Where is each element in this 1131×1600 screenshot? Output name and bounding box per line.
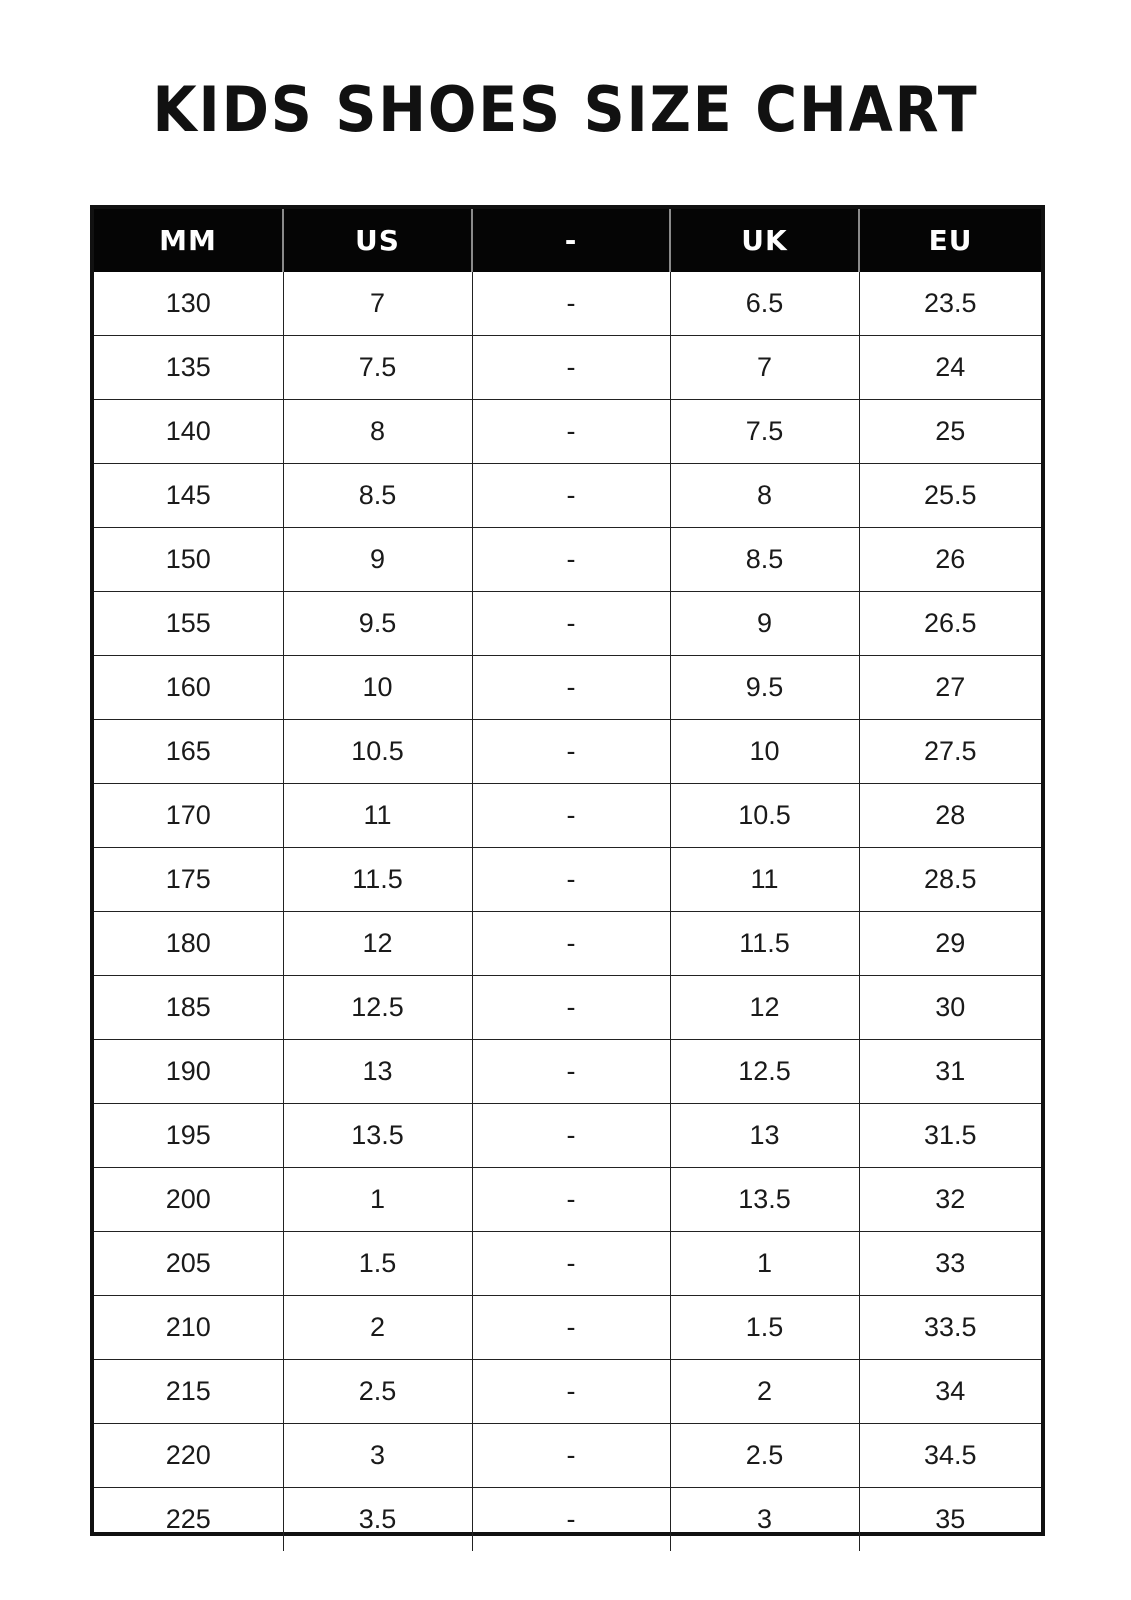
table-row bbox=[94, 848, 1041, 912]
uk-cell: 7 bbox=[670, 336, 859, 400]
eu-cell: 31.5 bbox=[859, 1104, 1041, 1168]
eu-cell: 25 bbox=[859, 400, 1041, 464]
uk-cell: 12.5 bbox=[670, 1040, 859, 1104]
uk-cell: 8 bbox=[670, 464, 859, 528]
us-cell: 13.5 bbox=[283, 1104, 472, 1168]
dash-cell: - bbox=[472, 656, 670, 720]
table-row bbox=[94, 464, 1041, 528]
us-cell: 3 bbox=[283, 1424, 472, 1488]
us-cell: 12 bbox=[283, 912, 472, 976]
uk-cell: 11.5 bbox=[670, 912, 859, 976]
table-row bbox=[94, 1360, 1041, 1424]
mm-cell: 205 bbox=[94, 1232, 283, 1296]
table-row bbox=[94, 784, 1041, 848]
eu-cell: 25.5 bbox=[859, 464, 1041, 528]
us-cell: 2.5 bbox=[283, 1360, 472, 1424]
eu-cell: 27.5 bbox=[859, 720, 1041, 784]
dash-cell: - bbox=[472, 1296, 670, 1360]
mm-cell: 215 bbox=[94, 1360, 283, 1424]
eu-cell: 29 bbox=[859, 912, 1041, 976]
us-cell: 11.5 bbox=[283, 848, 472, 912]
dash-cell: - bbox=[472, 1488, 670, 1552]
mm-cell: 220 bbox=[94, 1424, 283, 1488]
us-cell: 12.5 bbox=[283, 976, 472, 1040]
mm-cell: 130 bbox=[165, 288, 211, 318]
table-row bbox=[94, 592, 1041, 656]
uk-cell: 9 bbox=[670, 592, 859, 656]
table-row bbox=[94, 1488, 1041, 1552]
mm-cell: 175 bbox=[94, 848, 283, 912]
mm-cell: 210 bbox=[94, 1296, 283, 1360]
column-header-mm: MM bbox=[94, 209, 283, 272]
table-row bbox=[94, 336, 1041, 400]
uk-cell: 6.5 bbox=[670, 272, 859, 336]
mm-cell: 190 bbox=[94, 1040, 283, 1104]
size-chart-table-container bbox=[90, 205, 1045, 1536]
dash-cell: - bbox=[472, 464, 670, 528]
table-row bbox=[94, 1232, 1041, 1296]
eu-cell: 23.5 bbox=[859, 272, 1041, 336]
us-cell: 1.5 bbox=[283, 1232, 472, 1296]
us-cell: 7.5 bbox=[283, 336, 472, 400]
table-row bbox=[94, 1296, 1041, 1360]
eu-cell: 32 bbox=[859, 1168, 1041, 1232]
column-header-eu: EU bbox=[859, 209, 1041, 272]
us-cell: 3.5 bbox=[283, 1488, 472, 1552]
uk-cell: 7.5 bbox=[670, 400, 859, 464]
dash-cell: - bbox=[472, 976, 670, 1040]
column-header-uk: UK bbox=[670, 209, 859, 272]
eu-cell: 26.5 bbox=[859, 592, 1041, 656]
dash-cell: - bbox=[472, 1168, 670, 1232]
dash-cell: - bbox=[472, 912, 670, 976]
size-chart-table bbox=[94, 209, 1041, 1551]
uk-cell: 9.5 bbox=[670, 656, 859, 720]
dash-cell: - bbox=[472, 592, 670, 656]
us-cell: 9.5 bbox=[283, 592, 472, 656]
eu-cell: 27 bbox=[859, 656, 1041, 720]
dash-cell: - bbox=[472, 848, 670, 912]
uk-cell: 11 bbox=[670, 848, 859, 912]
uk-cell: 10 bbox=[670, 720, 859, 784]
eu-cell: 34.5 bbox=[859, 1424, 1041, 1488]
eu-cell: 33 bbox=[859, 1232, 1041, 1296]
table-row bbox=[94, 720, 1041, 784]
eu-cell: 33.5 bbox=[859, 1296, 1041, 1360]
eu-cell: 26 bbox=[859, 528, 1041, 592]
dash-cell: - bbox=[472, 1424, 670, 1488]
column-header-dash: - bbox=[472, 209, 670, 272]
table-row bbox=[94, 656, 1041, 720]
mm-cell: 140 bbox=[94, 400, 283, 464]
us-cell: 8.5 bbox=[283, 464, 472, 528]
mm-cell: 170 bbox=[94, 784, 283, 848]
eu-cell: 31 bbox=[859, 1040, 1041, 1104]
us-cell: 9 bbox=[283, 528, 472, 592]
table-header bbox=[94, 209, 1041, 272]
us-cell: 8 bbox=[283, 400, 472, 464]
dash-cell: - bbox=[472, 1360, 670, 1424]
dash-cell: - bbox=[472, 784, 670, 848]
us-cell: 7 bbox=[283, 272, 472, 336]
mm-cell: 180 bbox=[94, 912, 283, 976]
eu-cell: 34 bbox=[859, 1360, 1041, 1424]
uk-cell: 2.5 bbox=[670, 1424, 859, 1488]
uk-cell: 3 bbox=[670, 1488, 859, 1552]
dash-cell: - bbox=[472, 1232, 670, 1296]
mm-cell: 225 bbox=[94, 1488, 283, 1552]
dash-cell: - bbox=[472, 400, 670, 464]
mm-cell: 165 bbox=[94, 720, 283, 784]
eu-cell: 28.5 bbox=[859, 848, 1041, 912]
uk-cell: 13.5 bbox=[670, 1168, 859, 1232]
us-cell: 13 bbox=[283, 1040, 472, 1104]
table-row bbox=[94, 1424, 1041, 1488]
eu-cell: 24 bbox=[859, 336, 1041, 400]
table-row bbox=[94, 272, 1041, 336]
column-header-us: US bbox=[283, 209, 472, 272]
eu-cell: 35 bbox=[859, 1488, 1041, 1552]
table-row bbox=[94, 912, 1041, 976]
eu-cell: 30 bbox=[859, 976, 1041, 1040]
header-row bbox=[94, 209, 1041, 272]
table-row bbox=[94, 976, 1041, 1040]
uk-cell: 12 bbox=[670, 976, 859, 1040]
mm-cell: 150 bbox=[94, 528, 283, 592]
uk-cell: 1.5 bbox=[670, 1296, 859, 1360]
us-cell: 1 bbox=[283, 1168, 472, 1232]
mm-cell: 145 bbox=[94, 464, 283, 528]
table-row bbox=[94, 400, 1041, 464]
uk-cell: 1 bbox=[670, 1232, 859, 1296]
uk-cell: 13 bbox=[670, 1104, 859, 1168]
us-cell: 10.5 bbox=[283, 720, 472, 784]
uk-cell: 10.5 bbox=[670, 784, 859, 848]
page-title: KIDS SHOES SIZE CHART bbox=[152, 73, 979, 146]
table-row bbox=[94, 1104, 1041, 1168]
us-cell: 10 bbox=[283, 656, 472, 720]
table-row bbox=[94, 1040, 1041, 1104]
eu-cell: 28 bbox=[859, 784, 1041, 848]
uk-cell: 2 bbox=[670, 1360, 859, 1424]
mm-cell: 160 bbox=[94, 656, 283, 720]
us-cell: 11 bbox=[283, 784, 472, 848]
mm-cell: 135 bbox=[94, 336, 283, 400]
dash-cell: - bbox=[472, 1040, 670, 1104]
dash-cell: - bbox=[472, 1104, 670, 1168]
dash-cell: - bbox=[472, 272, 670, 336]
table-row bbox=[94, 1168, 1041, 1232]
table-row bbox=[94, 528, 1041, 592]
us-cell: 2 bbox=[283, 1296, 472, 1360]
dash-cell: - bbox=[472, 720, 670, 784]
dash-cell: - bbox=[472, 336, 670, 400]
dash-cell: - bbox=[472, 528, 670, 592]
mm-cell: 155 bbox=[94, 592, 283, 656]
mm-cell: 195 bbox=[94, 1104, 283, 1168]
table-body bbox=[94, 272, 1041, 1551]
mm-cell: 185 bbox=[94, 976, 283, 1040]
uk-cell: 8.5 bbox=[670, 528, 859, 592]
mm-cell: 200 bbox=[94, 1168, 283, 1232]
